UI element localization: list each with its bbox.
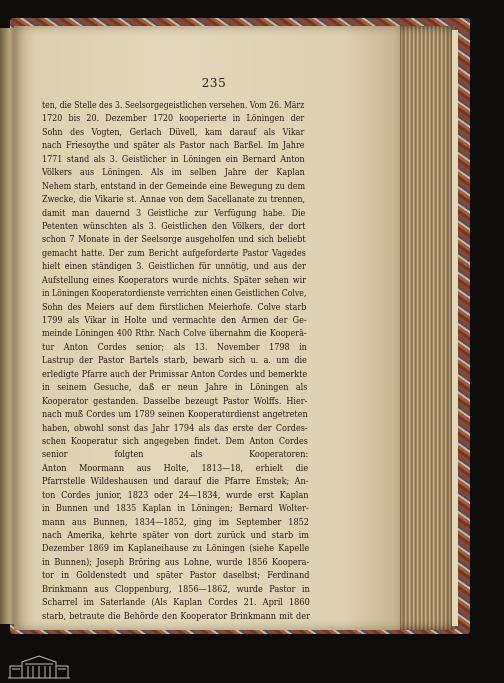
text-line: erledigte Pfarre auch der Primissar Anton Cordes und bemerkte [42, 369, 308, 380]
text-line: Kooperator gestanden. Dasselbe bezeugt Pastor Wolffs. Hier- [42, 396, 308, 407]
text-line: in Löningen Kooperatordienste verrichten einen Geistlichen Colve, [42, 289, 307, 300]
text-line: Lastrup der Pastor Bartels starb, bewarb sich u. a. um die [42, 356, 307, 367]
text-line: meinde Löningen 400 Rthr. Nach Colve übernahm die Kooperā- [42, 329, 307, 340]
text-line: 1720 bis 20. Dezember 1720 kooperierte in Löningen der [42, 114, 305, 125]
text-line: ton Cordes junior, 1823 oder 24—1834, wurde erst Kaplan [42, 490, 309, 501]
text-line: in seinem Gesuche, daß er neun Jahre in Löningen als [42, 383, 308, 394]
text-line: Sohn des Meiers auf dem fürstlichen Meierhofe. Colve starb [42, 302, 307, 313]
text-line: tur Anton Cordes senior; als 13. November 1798 in [42, 342, 307, 353]
text-line: Sohn des Vogten, Gerlach Düvell, kam darauf als Vikar [42, 127, 305, 138]
text-line: in Bunnen); Joseph Bröring aus Lohne, wurde 1856 Koopera- [42, 557, 310, 568]
text-line: Brinkmann aus Cloppenburg, 1856—1862, wurde Pastor in [42, 584, 310, 595]
text-line: nach muß Cordes um 1789 seinen Kooperaturdienst angetreten [42, 410, 308, 421]
text-line: hielt einen ständigen 3. Geistlichen für unnötig, und aus der [42, 262, 306, 273]
text-line: senior folgten als Kooperatoren: [42, 450, 309, 461]
page-text [42, 100, 311, 624]
text-line: tor in Goldenstedt und später Pastor daselbst; Ferdinand [42, 571, 310, 582]
text-line: schon 7 Monate in der Seelsorge ausgeholfen und sich beliebt [42, 235, 306, 246]
text-line: Dezember 1869 im Kaplaneihause zu Löningen (siehe Kapelle [42, 544, 310, 555]
text-line: nach Friesoythe und später als Pastor nach Barßel. Im Jahre [42, 141, 305, 152]
text-line: Zwecke, die Vikarie st. Annae von dem Sacellanate zu trennen, [42, 195, 306, 206]
text-line: Nehem starb, entstand in der Gemeinde eine Bewegung zu dem [42, 181, 306, 192]
text-line: Völkers aus Löningen. Als im selben Jahre der Kaplan [42, 168, 305, 179]
text-line: Aufstellung eines Kooperators wurde nichts. Später sehen wir [42, 275, 307, 286]
page-number: 235 [201, 76, 227, 90]
text-line: ten, die Stelle des 3. Seelsorgegeistlichen versehen. Vom 26. März [42, 101, 305, 111]
page-block-fore-edge [396, 26, 458, 630]
text-line: Petenten wünschten als 3. Geistlichen den Völkers, der dort [42, 221, 306, 232]
university-building-icon [4, 654, 74, 680]
text-line: haben, obwohl sonst das Jahr 1794 als das erste der Cordes- [42, 423, 308, 434]
text-line: in Bunnen und 1835 Kaplan in Löningen; Bernard Wolter- [42, 504, 309, 515]
text-line: mann aus Bunnen, 1834—1852, ging im September 1852 [42, 517, 309, 528]
text-line: Anton Moormann aus Holte, 1813—18, erhielt die [42, 463, 309, 474]
text-line: Scharrel im Saterlande (Als Kaplan Cordes 21. April 1860 [42, 598, 310, 609]
text-line: Pfarrstelle Wildeshausen und darauf die Pfarre Emstek; An- [42, 477, 309, 488]
text-line: 1771 stand als 3. Geistlicher in Löningen ein Bernard Anton [42, 154, 305, 165]
fore-edge-highlight [452, 30, 458, 626]
text-line: nach Amerika, kehrte später von dort zurück und starb im [42, 531, 309, 541]
text-line: 1799 als Vikar in Holte und vermachte den Armen der Ge- [42, 316, 307, 326]
text-line: starb, betraute die Behörde den Kooperator Brinkmann mit der [42, 611, 311, 622]
text-line: damit man dauernd 3 Geistliche zur Verfügung habe. Die [42, 208, 306, 219]
text-line: schen Kooperatur sich angegeben findet. Dem Anton Cordes [42, 436, 308, 447]
text-line: gemacht hatte. Der zum Bericht aufgeforderte Pastor Vagedes [42, 248, 306, 259]
